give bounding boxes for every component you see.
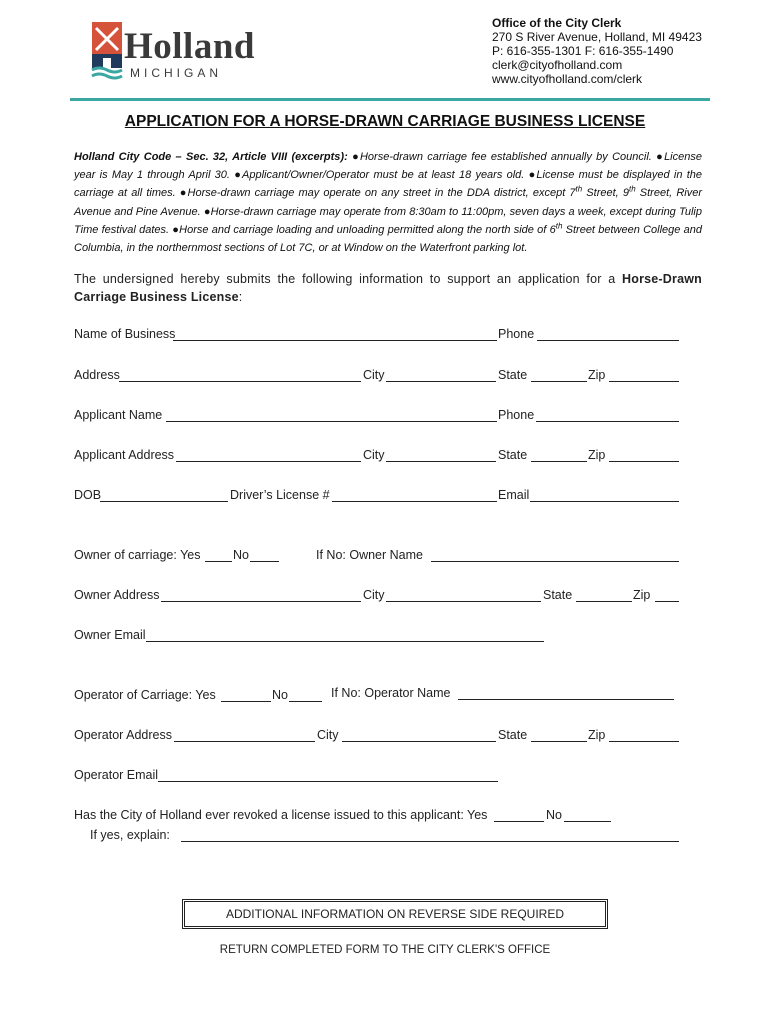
field-business-city[interactable] [386,381,496,382]
label-owner-of-carriage: Owner of carriage: Yes [74,548,201,562]
label-applicant-email: Email [498,488,530,502]
label-business-phone: Phone [498,327,535,341]
office-address: 270 S River Avenue, Holland, MI 49423 [492,30,702,44]
label-applicant-state: State [498,448,528,462]
field-applicant-phone[interactable] [536,421,679,422]
office-title: Office of the City Clerk [492,16,622,30]
label-owner-state: State [543,588,573,602]
field-applicant-zip[interactable] [609,461,679,462]
field-name-of-business[interactable] [173,340,497,341]
field-operator-state[interactable] [531,741,587,742]
label-business-zip: Zip [588,368,606,382]
field-revoked-no[interactable] [564,821,611,822]
field-revoked-yes[interactable] [494,821,544,822]
label-owner-no: No [233,548,249,562]
field-business-state[interactable] [531,381,587,382]
label-operator-city: City [317,728,339,742]
logo-state: MICHIGAN [130,66,222,80]
field-operator-zip[interactable] [609,741,679,742]
label-owner-name: If No: Owner Name [316,548,423,562]
field-owner-state[interactable] [576,601,632,602]
office-website[interactable]: www.cityofholland.com/clerk [492,72,643,86]
field-owner-yes[interactable] [205,561,232,562]
header-divider [70,98,710,101]
field-owner-email[interactable] [146,641,544,642]
field-drivers-license[interactable] [332,501,497,502]
field-owner-name[interactable] [431,561,679,562]
label-business-city: City [363,368,385,382]
field-owner-no[interactable] [250,561,279,562]
office-email[interactable]: clerk@cityofholland.com [492,58,623,72]
office-phone: P: 616-355-1301 F: 616-355-1490 [492,44,674,58]
return-instructions: RETURN COMPLETED FORM TO THE CITY CLERK'S OFFICE [219,944,551,956]
field-business-address[interactable] [119,381,361,382]
label-applicant-zip: Zip [588,448,606,462]
reverse-side-notice: ADDITIONAL INFORMATION ON REVERSE SIDE REQUIRED [225,907,565,921]
field-operator-address[interactable] [174,741,315,742]
field-operator-no[interactable] [289,701,322,702]
label-license-revoked: Has the City of Holland ever revoked a license issued to this applicant: Yes [74,808,488,822]
label-operator-address: Operator Address [74,728,172,742]
label-name-of-business: Name of Business [74,327,176,341]
field-owner-zip[interactable] [655,601,679,602]
label-business-address: Address [74,368,120,382]
field-business-phone[interactable] [537,340,679,341]
city-code-excerpt: Holland City Code – Sec. 32, Article VIII (excerpts): ●Horse-drawn carriage fee established annually by Council. ●License year is May 1 through April 30. ●Applicant/Owner/Operator must be at least 18 years old. ●License must be displayed in the carriage at all times. ●Horse-drawn carriage may operate on any street in the DDA district, except 7th Street, 9th Street, River Avenue and Pine Avenue. ●Horse-drawn carriage may operate from 8:30am to 11:00pm, seven days a week, except during Tulip Time festival dates. ●Horse and carriage loading and unloading permitted along the north side of 6th Street between College and Columbia, in the northernmost sections of Lot 7C, or at Window on the Waterfront parking lot. [74,151,703,255]
label-revoked-no: No [546,808,562,822]
label-dob: DOB [74,488,102,502]
holland-windmill-icon [90,20,124,82]
field-operator-yes[interactable] [221,701,271,702]
field-explain[interactable] [181,841,679,842]
label-owner-email: Owner Email [74,628,146,642]
label-operator-of-carriage: Operator of Carriage: Yes [74,688,216,702]
label-business-state: State [498,368,528,382]
label-applicant-phone: Phone [498,408,535,422]
logo-name: Holland [124,26,255,67]
field-applicant-address[interactable] [176,461,361,462]
label-applicant-city: City [363,448,385,462]
label-applicant-name: Applicant Name [74,408,163,422]
office-contact-block [492,16,702,86]
field-dob[interactable] [100,501,228,502]
code-lead: Holland City Code – Sec. 32, Article VIII (excerpts): [74,151,348,163]
label-operator-email: Operator Email [74,768,159,782]
label-owner-city: City [363,588,385,602]
label-operator-name: If No: Operator Name [331,686,451,700]
intro-statement: The undersigned hereby submits the following information to support an application for a Horse-Drawn Carriage Business License: [74,272,702,304]
field-operator-name[interactable] [458,699,674,700]
field-business-zip[interactable] [609,381,679,382]
label-operator-zip: Zip [588,728,606,742]
field-applicant-city[interactable] [386,461,496,462]
label-owner-address: Owner Address [74,588,160,602]
field-applicant-name[interactable] [166,421,497,422]
field-owner-city[interactable] [386,601,541,602]
label-operator-state: State [498,728,528,742]
field-applicant-email[interactable] [530,501,679,502]
label-operator-no: No [272,688,288,702]
form-title: APPLICATION FOR A HORSE-DRAWN CARRIAGE BUSINESS LICENSE [124,113,646,130]
field-applicant-state[interactable] [531,461,587,462]
field-operator-city[interactable] [342,741,496,742]
label-owner-zip: Zip [633,588,651,602]
label-applicant-address: Applicant Address [74,448,175,462]
field-owner-address[interactable] [161,601,361,602]
label-if-yes-explain: If yes, explain: [90,828,170,842]
label-drivers-license: Driver’s License # [230,488,330,502]
field-operator-email[interactable] [158,781,498,782]
